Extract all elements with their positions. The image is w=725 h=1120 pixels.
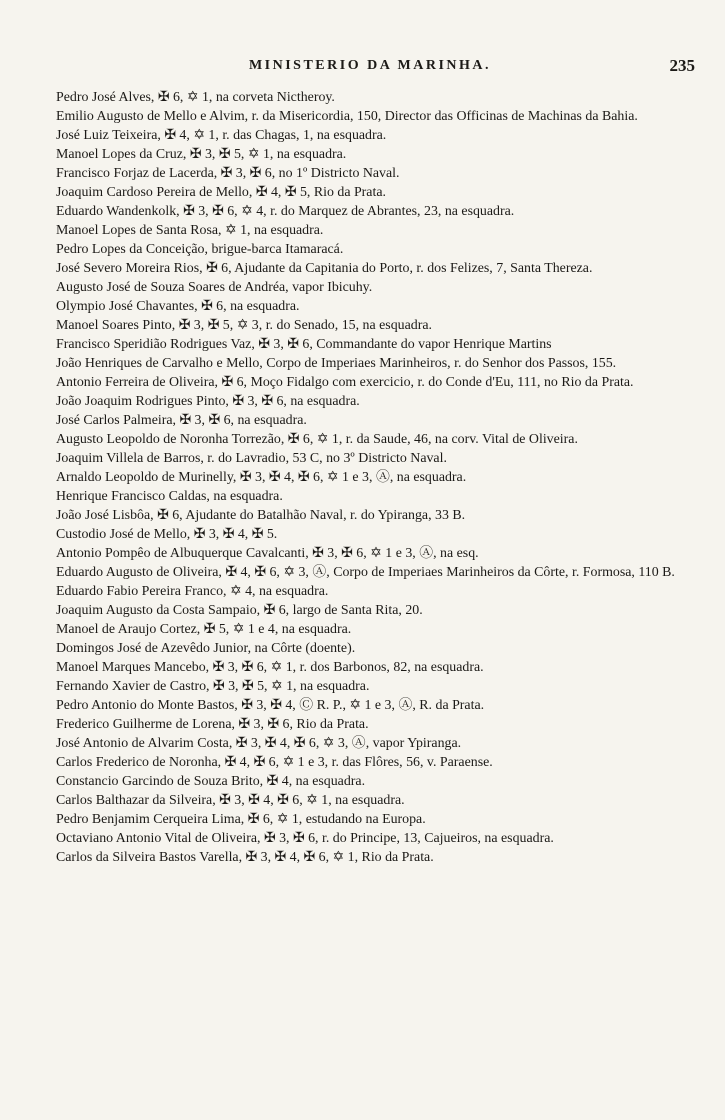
- list-item: Augusto Leopoldo de Noronha Torrezão, ✠ 6, ✡ 1, r. da Saude, 46, na corv. Vital de Oliveira.: [56, 432, 578, 447]
- list-item: Carlos da Silveira Bastos Varella, ✠ 3, ✠ 4, ✠ 6, ✡ 1, Rio da Prata.: [56, 850, 434, 865]
- list-item: Domingos José de Azevêdo Junior, na Côrte (doente).: [56, 641, 356, 656]
- list-item: Pedro José Alves, ✠ 6, ✡ 1, na corveta Nictheroy.: [56, 90, 335, 105]
- list-item: Francisco Forjaz de Lacerda, ✠ 3, ✠ 6, no 1º Districto Naval.: [56, 166, 400, 181]
- list-item: José Luiz Teixeira, ✠ 4, ✡ 1, r. das Chagas, 1, na esquadra.: [56, 128, 387, 143]
- list-item: Manoel Marques Mancebo, ✠ 3, ✠ 6, ✡ 1, r. dos Barbonos, 82, na esquadra.: [56, 660, 484, 675]
- list-item: Constancio Garcindo de Souza Brito, ✠ 4, na esquadra.: [56, 774, 366, 789]
- list-item: Manoel Lopes de Santa Rosa, ✡ 1, na esquadra.: [56, 223, 324, 238]
- list-item: Joaquim Cardoso Pereira de Mello, ✠ 4, ✠ 5, Rio da Prata.: [56, 185, 386, 200]
- page-number: 235: [669, 56, 695, 75]
- list-item: Eduardo Augusto de Oliveira, ✠ 4, ✠ 6, ✡ 3, Ⓐ, Corpo de Imperiaes Marinheiros da Côrte, r. Formosa, 110 B.: [56, 565, 675, 580]
- list-item: Eduardo Fabio Pereira Franco, ✡ 4, na esquadra.: [56, 584, 329, 599]
- list-item: Manoel Soares Pinto, ✠ 3, ✠ 5, ✡ 3, r. do Senado, 15, na esquadra.: [56, 318, 432, 333]
- list-item: Pedro Antonio do Monte Bastos, ✠ 3, ✠ 4, Ⓒ R. P., ✡ 1 e 3, Ⓐ, R. da Prata.: [56, 698, 485, 713]
- list-item: Arnaldo Leopoldo de Murinelly, ✠ 3, ✠ 4, ✠ 6, ✡ 1 e 3, Ⓐ, na esquadra.: [56, 470, 467, 485]
- list-item: Antonio Pompêo de Albuquerque Cavalcanti, ✠ 3, ✠ 6, ✡ 1 e 3, Ⓐ, na esq.: [56, 546, 479, 561]
- list-item: Carlos Frederico de Noronha, ✠ 4, ✠ 6, ✡ 1 e 3, r. das Flôres, 56, v. Paraense.: [56, 755, 493, 770]
- list-item: Eduardo Wandenkolk, ✠ 3, ✠ 6, ✡ 4, r. do Marquez de Abrantes, 23, na esquadra.: [56, 204, 515, 219]
- list-item: João Joaquim Rodrigues Pinto, ✠ 3, ✠ 6, na esquadra.: [56, 394, 360, 409]
- list-item: Emilio Augusto de Mello e Alvim, r. da Misericordia, 150, Director das Officinas de Machinas da Bahia.: [56, 109, 638, 124]
- list-item: Pedro Benjamim Cerqueira Lima, ✠ 6, ✡ 1, estudando na Europa.: [56, 812, 426, 827]
- list-item: José Carlos Palmeira, ✠ 3, ✠ 6, na esquadra.: [56, 413, 307, 428]
- list-item: Custodio José de Mello, ✠ 3, ✠ 4, ✠ 5.: [56, 527, 278, 542]
- list-item: Pedro Lopes da Conceição, brigue-barca Itamaracá.: [56, 242, 344, 257]
- list-item: Joaquim Villela de Barros, r. do Lavradio, 53 C, no 3º Districto Naval.: [56, 451, 447, 466]
- list-item: Carlos Balthazar da Silveira, ✠ 3, ✠ 4, ✠ 6, ✡ 1, na esquadra.: [56, 793, 405, 808]
- list-item: Fernando Xavier de Castro, ✠ 3, ✠ 5, ✡ 1, na esquadra.: [56, 679, 370, 694]
- list-item: Olympio José Chavantes, ✠ 6, na esquadra.: [56, 299, 300, 314]
- list-item: Francisco Speridião Rodrigues Vaz, ✠ 3, ✠ 6, Commandante do vapor Henrique Martins: [56, 337, 552, 352]
- list-item: Joaquim Augusto da Costa Sampaio, ✠ 6, largo de Santa Rita, 20.: [56, 603, 423, 618]
- list-item: José Severo Moreira Rios, ✠ 6, Ajudante da Capitania do Porto, r. dos Felizes, 7, Santa Thereza.: [56, 261, 593, 276]
- page-title: MINISTERIO DA MARINHA.: [248, 58, 492, 73]
- list-item: Frederico Guilherme de Lorena, ✠ 3, ✠ 6, Rio da Prata.: [56, 717, 369, 732]
- list-item: Antonio Ferreira de Oliveira, ✠ 6, Moço Fidalgo com exercicio, r. do Conde d'Eu, 111, no Rio da Prata.: [56, 375, 634, 390]
- list-item: Manoel de Araujo Cortez, ✠ 5, ✡ 1 e 4, na esquadra.: [56, 622, 352, 637]
- officer-list: [56, 88, 696, 867]
- list-item: João Henriques de Carvalho e Mello, Corpo de Imperiaes Marinheiros, r. do Senhor dos Passos, 155.: [56, 356, 617, 371]
- list-item: José Antonio de Alvarim Costa, ✠ 3, ✠ 4, ✠ 6, ✡ 3, Ⓐ, vapor Ypiranga.: [56, 736, 462, 751]
- list-item: Henrique Francisco Caldas, na esquadra.: [56, 489, 283, 504]
- list-item: Manoel Lopes da Cruz, ✠ 3, ✠ 5, ✡ 1, na esquadra.: [56, 147, 347, 162]
- list-item: Augusto José de Souza Soares de Andréa, vapor Ibicuhy.: [56, 280, 373, 295]
- list-item: João José Lisbôa, ✠ 6, Ajudante do Batalhão Naval, r. do Ypiranga, 33 B.: [56, 508, 466, 523]
- list-item: Octaviano Antonio Vital de Oliveira, ✠ 3, ✠ 6, r. do Principe, 13, Cajueiros, na esquadra.: [56, 831, 554, 846]
